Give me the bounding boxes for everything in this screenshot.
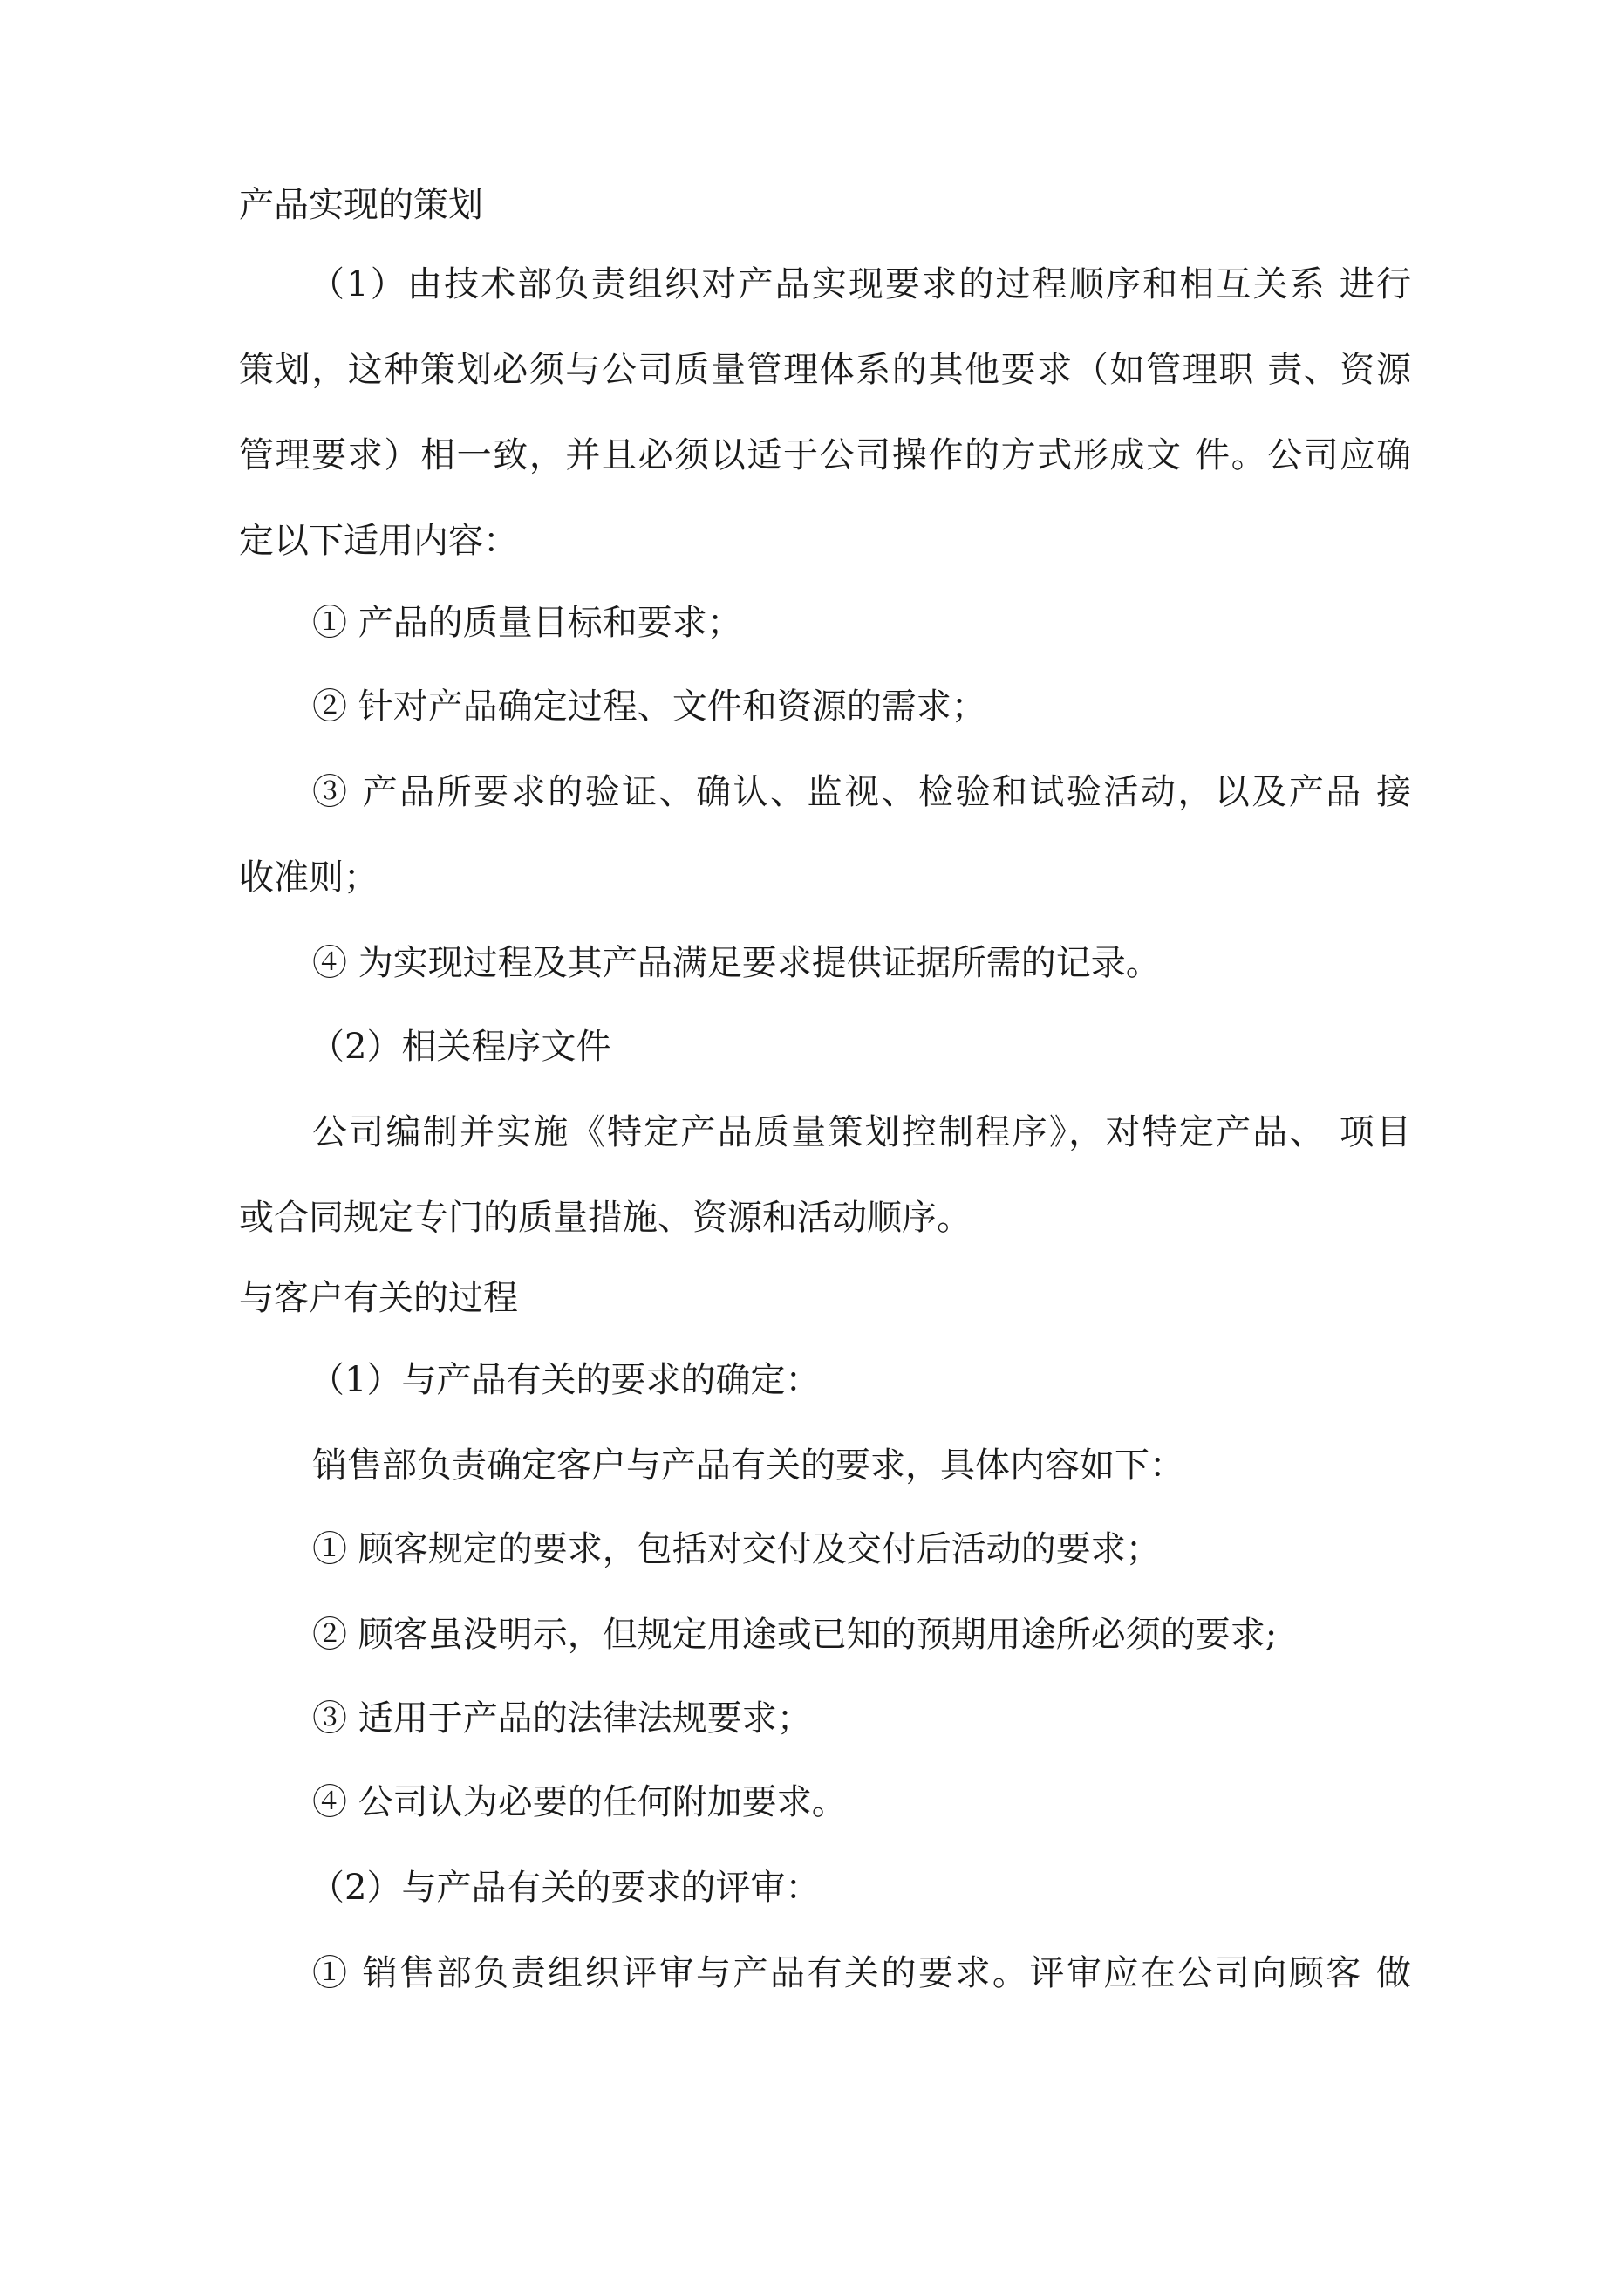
- section-heading-product-planning: 产品实现的策划: [239, 185, 483, 225]
- subsection-heading: （2）相关程序文件: [310, 1027, 611, 1067]
- paragraph-line: 销售部负责确定客户与产品有关的要求，具体内容如下：: [312, 1445, 1184, 1486]
- list-item: ② 顾客虽没明示，但规定用途或已知的预期用途所必须的要求;: [312, 1615, 1278, 1655]
- paragraph-line: （1）由技术部负责组织对产品实现要求的过程顺序和相互关系 进行: [310, 264, 1411, 304]
- list-item: ② 针对产品确定过程、文件和资源的需求；: [312, 687, 986, 727]
- list-item-continuation: 收准则；: [239, 858, 378, 898]
- list-item: ① 产品的质量目标和要求；: [312, 603, 742, 643]
- section-heading-customer-process: 与客户有关的过程: [239, 1278, 518, 1318]
- list-item: ④ 公司认为必要的任何附加要求。: [312, 1782, 847, 1822]
- paragraph-line: 管理要求）相一致，并且必须以适于公司操作的方式形成文 件。公司应确: [239, 435, 1411, 475]
- subsection-heading: （1）与产品有关的要求的确定：: [310, 1360, 821, 1400]
- paragraph-line: 策划，这种策划必须与公司质量管理体系的其他要求（如管理职 责、资源: [239, 350, 1411, 390]
- paragraph-line: 或合同规定专门的质量措施、资源和活动顺序。: [239, 1198, 972, 1238]
- subsection-heading: （2）与产品有关的要求的评审：: [310, 1868, 821, 1908]
- list-item: ① 销售部负责组织评审与产品有关的要求。评审应在公司向顾客 做: [312, 1953, 1411, 1993]
- paragraph-line: 定以下适用内容：: [239, 521, 518, 561]
- list-item: ① 顾客规定的要求，包括对交付及交付后活动的要求；: [312, 1529, 1161, 1569]
- list-item: ③ 适用于产品的法律法规要求；: [312, 1698, 812, 1739]
- paragraph-line: 公司编制并实施《特定产品质量策划控制程序》，对特定产品、 项目: [312, 1112, 1411, 1152]
- list-item: ③ 产品所要求的验证、确认、监视、检验和试验活动，以及产品 接: [312, 772, 1411, 812]
- list-item: ④ 为实现过程及其产品满足要求提供证据所需的记录。: [312, 943, 1161, 983]
